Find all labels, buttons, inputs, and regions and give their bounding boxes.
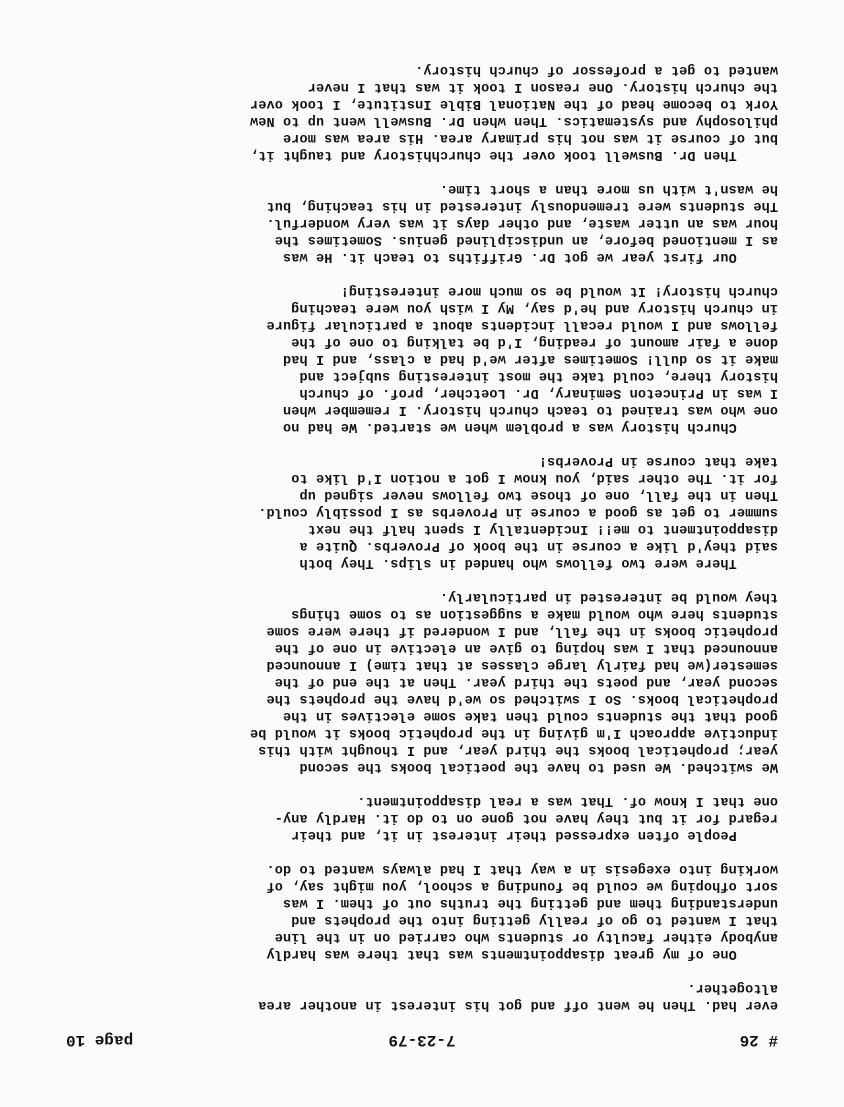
page-header bbox=[66, 1023, 778, 1049]
text-line: working into exegesis in a way that I had always wanted to do. bbox=[266, 861, 778, 876]
text-line: they would be interested in particularly. bbox=[439, 589, 778, 604]
text-line: he wasn't with us more than a short time. bbox=[439, 181, 778, 196]
text-line: York to become head of the National Bible Institute, I took over bbox=[249, 96, 778, 111]
paragraph-gap bbox=[58, 571, 778, 588]
paragraph bbox=[58, 588, 778, 775]
paragraph bbox=[58, 282, 778, 435]
paragraph-gap bbox=[58, 962, 778, 979]
text-line: The students were tremendously interested in his teaching, but bbox=[266, 198, 778, 213]
text-line: second year, and poets the third year. Then at the end of the bbox=[274, 674, 778, 689]
text-line: Our first year we got Dr. Griffiths to teach it. He was bbox=[282, 249, 778, 264]
paragraph-gap bbox=[58, 843, 778, 860]
text-line: There were two fellows who handed in slips. They both bbox=[299, 555, 778, 570]
paragraph-gap bbox=[58, 265, 778, 282]
paragraph-gap bbox=[58, 775, 778, 792]
text-line: understanding them and getting the truths out of them. I was bbox=[282, 895, 778, 910]
text-line: Then in the fall, one of those two fellows never signed up bbox=[299, 487, 778, 502]
text-line: fellows and I would recall incidents about a particular figure bbox=[266, 317, 778, 332]
text-line: one who was trained to teach church history. I remember when bbox=[282, 402, 778, 417]
text-line: disappointment to me!! Incidentally I spent half the next bbox=[307, 521, 778, 536]
paragraph bbox=[58, 792, 778, 843]
text-line: regard for it but they have not gone on to do it. Hardly any- bbox=[274, 810, 778, 825]
interview-date: 7-23-79 bbox=[388, 1031, 456, 1049]
text-line: said they'd like a course in the book of Proverbs. Quite a bbox=[299, 538, 778, 553]
text-line: students here who would make a suggestion as to some things bbox=[291, 606, 778, 621]
text-line: We switched. We used to have the poetical books the second bbox=[299, 759, 778, 774]
text-line: sort ofhoping we could be founding a school, you might say, of bbox=[266, 878, 778, 893]
text-line: inductive approach I'm giving in the prophetic books it would be bbox=[249, 725, 778, 740]
text-line: Church history was a problem when we started. We had no bbox=[282, 419, 778, 434]
text-line: wanted to get a professor of church history. bbox=[414, 62, 778, 77]
text-line: I was in Princeton Seminary, Dr. Loetcher, prof. of church bbox=[299, 385, 778, 400]
text-line: philosophy and systematics. Then when Dr. Buswell went up to New bbox=[249, 113, 778, 128]
text-line: take that course in Proverbs! bbox=[538, 453, 778, 468]
paragraph-gap bbox=[58, 163, 778, 180]
text-line: ever had. Then he went off and got his interest in another area bbox=[258, 997, 778, 1012]
paragraph-gap bbox=[58, 435, 778, 452]
text-line: altogether. bbox=[687, 980, 778, 995]
text-line: one that I know of. That was a real disappointment. bbox=[357, 793, 778, 808]
text-line: make it so dull! Sometimes after we'd had a class, and I had bbox=[282, 351, 778, 366]
text-line: semester(we had fairly large classes at that time) I announced bbox=[266, 657, 778, 672]
text-line: church history! It would be so much more interesting! bbox=[340, 283, 778, 298]
text-line: prophetical books. So I switched so we'd have the prophets the bbox=[266, 691, 778, 706]
paragraph bbox=[58, 452, 778, 571]
text-line: done a fair amount of reading, I'd be talking to one of the bbox=[291, 334, 778, 349]
text-line: the church history. One reason I took it was that I never bbox=[307, 79, 778, 94]
text-line: but of course it was not his primary area. His area was more bbox=[282, 130, 778, 145]
text-line: Then Dr. Buswell took over the churchhistory and taught it, bbox=[249, 147, 778, 162]
text-line: as I mentioned before, an undisciplined genius. Sometimes the bbox=[274, 232, 778, 247]
paragraph bbox=[58, 180, 778, 265]
text-line: anybody either faculty or students who carried on in the line bbox=[274, 929, 778, 944]
paragraph bbox=[58, 860, 778, 962]
text-line: One of my great disappointments was that there was hardly bbox=[266, 946, 778, 961]
page-number: page 10 bbox=[66, 1031, 134, 1049]
text-line: good that the students could then take some electives in the bbox=[282, 708, 778, 723]
text-line: hour was an utter waste, and other days it was very wonderful. bbox=[266, 215, 778, 230]
paragraph bbox=[58, 979, 778, 1013]
text-line: for it. The other said, you know I got a notion I'd like to bbox=[291, 470, 778, 485]
text-line: prophetic books in the fall, and I wondered if there were some bbox=[266, 623, 778, 638]
text-line: that I wanted to go of really getting into the prophets and bbox=[291, 912, 778, 927]
document-body bbox=[58, 61, 778, 1013]
text-line: in church history and he'd say, My I wish you were teaching bbox=[291, 300, 778, 315]
text-line: history there, could take the most interesting subject and bbox=[299, 368, 778, 383]
interview-number: # 26 bbox=[739, 1031, 778, 1049]
text-line: People often expressed their interest in it, and their bbox=[291, 827, 778, 842]
paragraph bbox=[58, 61, 778, 163]
text-line: summer to get as good a course in Proverbs as I possibly could. bbox=[258, 504, 778, 519]
text-line: announced that I was hoping to give an elective in one of the bbox=[274, 640, 778, 655]
text-line: year; prophetical books the third year, and I thought with this bbox=[258, 742, 778, 757]
